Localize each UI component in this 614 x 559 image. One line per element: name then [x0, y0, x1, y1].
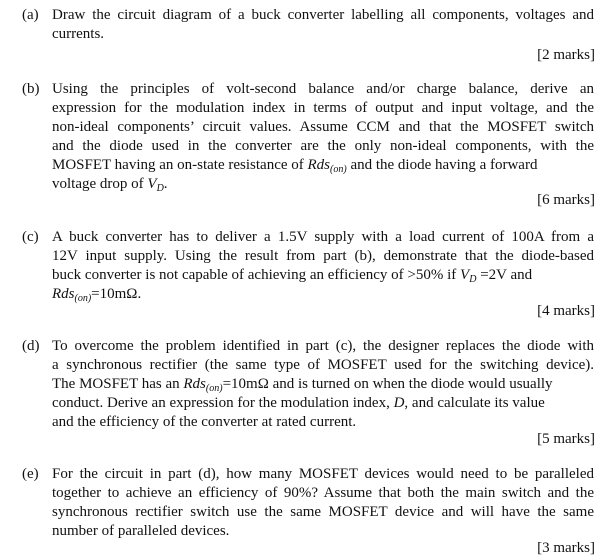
- rds-symbol: Rds$_{(on)}$: [307, 157, 347, 175]
- question-text: [52, 465, 594, 541]
- text-fragment: and the diode having a forward: [350, 157, 538, 173]
- text-fragment: voltage drop of: [52, 176, 144, 192]
- text-fragment: buck converter is not capable of achieving an efficiency of >50% if: [52, 267, 457, 283]
- question-text: [52, 337, 594, 432]
- question-label: (c): [22, 229, 39, 245]
- vd-symbol: $V_D$: [147, 176, 164, 194]
- text-line: A buck converter has to deliver a 1.5V supply with a load current of 100A from a: [52, 229, 594, 245]
- question-text: [52, 80, 594, 194]
- text-line: expression for the modulation index in terms of output and input voltage, and the: [52, 100, 594, 116]
- text-line: synchronous rectifier switch use the same MOSFET device and will have the same: [52, 504, 594, 520]
- d-subscript: D: [156, 183, 164, 194]
- text-fragment: =10mΩ and is turned on when the diode would usually: [222, 376, 553, 392]
- marks-label: [3 marks]: [537, 540, 595, 556]
- marks-label: [2 marks]: [537, 47, 595, 63]
- text-fragment: conduct. Derive an expression for the modulation index,: [52, 395, 390, 411]
- text-line: To overcome the problem identified in part (c), the designer replaces the diode with: [52, 338, 594, 354]
- text-fragment: =2V and: [480, 267, 533, 283]
- on-subscript: (on): [330, 164, 347, 175]
- text-line: and the diode used in the converter are the only non-ideal components, with the: [52, 138, 594, 154]
- question-text: [52, 6, 594, 44]
- text-line: 12V input supply. Using the result from part (b), demonstrate that the diode-based: [52, 248, 594, 264]
- text-line: [52, 375, 594, 394]
- text-line: a synchronous rectifier (the same type of MOSFET used for the switching device).: [52, 357, 594, 373]
- text-fragment: , and calculate its value: [404, 395, 545, 411]
- text-line: [52, 285, 594, 304]
- d-subscript: D: [469, 274, 477, 285]
- text-fragment: MOSFET having an on-state resistance of: [52, 157, 304, 173]
- marks-label: [4 marks]: [537, 303, 595, 319]
- question-text: [52, 228, 594, 304]
- on-subscript: (on): [74, 293, 92, 304]
- text-line: and the efficiency of the converter at rated current.: [52, 414, 357, 430]
- marks-label: [5 marks]: [537, 431, 595, 447]
- text-line: currents.: [52, 26, 105, 42]
- question-label: (e): [22, 466, 39, 482]
- d-symbol: D: [393, 395, 405, 411]
- text-fragment: The MOSFET has an: [52, 376, 180, 392]
- marks-label: [6 marks]: [537, 192, 595, 208]
- question-label: (a): [22, 7, 39, 23]
- text-line: [52, 266, 594, 285]
- question-label: (d): [22, 338, 40, 354]
- text-fragment: =10mΩ.: [91, 286, 142, 302]
- text-line: [52, 156, 594, 175]
- text-line: voltage drop of $V_D$.: [52, 176, 168, 194]
- text-line: Using the principles of volt-second balance and/or charge balance, derive an: [52, 81, 594, 97]
- text-line: For the circuit in part (d), how many MOSFET devices would need to be paralleled: [52, 466, 594, 482]
- text-line: together to achieve an efficiency of 90%? Assume that both the main switch and the: [52, 485, 594, 501]
- text-line: number of paralleled devices.: [52, 523, 230, 539]
- rds-symbol: Rds$_{(on)}$: [52, 286, 92, 304]
- text-line: [52, 394, 594, 413]
- vd-symbol: $V_D$: [460, 267, 477, 285]
- question-label: (b): [22, 81, 40, 97]
- text-line: non-ideal components’ circuit values. Assume CCM and that the MOSFET switch: [52, 119, 594, 135]
- text-line: Draw the circuit diagram of a buck converter labelling all components, voltages and: [52, 7, 594, 23]
- rds-symbol: Rds$_{(on)}$: [183, 376, 223, 394]
- on-subscript: (on): [205, 383, 223, 394]
